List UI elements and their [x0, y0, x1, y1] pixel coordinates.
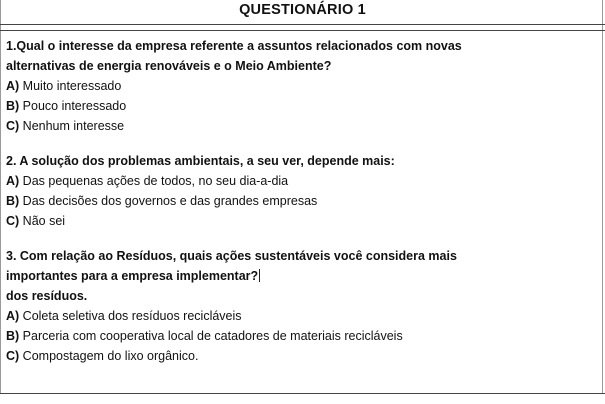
header-divider — [0, 30, 605, 31]
question-3-text-line-2[interactable] — [6, 266, 596, 286]
question-3-text-line-1: 3. Com relação ao Resíduos, quais ações sustentáveis você considera mais — [6, 249, 457, 263]
spacer — [6, 136, 596, 151]
option-text: Coleta seletiva dos resíduos recicláveis — [19, 309, 242, 323]
question-3-option-c — [6, 346, 596, 366]
question-1-text-line-2: alternativas de energia renováveis e o Meio Ambiente? — [6, 59, 332, 73]
option-letter: A) — [6, 174, 20, 188]
option-letter: C) — [6, 214, 20, 228]
option-letter: B) — [6, 329, 20, 343]
option-letter: B) — [6, 99, 20, 113]
questionnaire-body — [6, 36, 596, 366]
bottom-divider — [0, 393, 605, 394]
page-title: QUESTIONÁRIO 1 — [239, 2, 366, 18]
question-3 — [6, 246, 596, 366]
question-1-option-b — [6, 96, 596, 116]
option-text: Não sei — [19, 214, 66, 228]
option-letter: A) — [6, 79, 20, 93]
option-text: Nenhum interesse — [19, 119, 125, 133]
option-text: Das pequenas ações de todos, no seu dia-a-dia — [19, 174, 289, 188]
title-bar — [0, 0, 605, 25]
question-1-text-line-1: 1.Qual o interesse da empresa referente a assuntos relacionados com novas — [6, 39, 462, 53]
option-letter: B) — [6, 194, 20, 208]
question-2-text-line-1: 2. A solução dos problemas ambientais, a seu ver, depende mais: — [6, 154, 395, 168]
text-cursor — [259, 269, 260, 282]
option-text: Das decisões dos governos e das grandes empresas — [19, 194, 318, 208]
option-text: Pouco interessado — [19, 99, 127, 113]
option-letter: A) — [6, 309, 20, 323]
question-1-option-c — [6, 116, 596, 136]
question-2-option-c — [6, 211, 596, 231]
question-1 — [6, 36, 596, 136]
question-2-option-b — [6, 191, 596, 211]
option-text: Parceria com cooperativa local de catadores de materiais recicláveis — [19, 329, 403, 343]
question-2 — [6, 151, 596, 231]
question-2-option-a — [6, 171, 596, 191]
option-text: Compostagem do lixo orgânico. — [19, 349, 199, 363]
option-text: Muito interessado — [19, 79, 122, 93]
question-3-text-line-3: dos resíduos. — [6, 289, 88, 303]
question-3-text-line-2-text: importantes para a empresa implementar? — [6, 269, 259, 283]
question-3-option-b — [6, 326, 596, 346]
question-1-option-a — [6, 76, 596, 96]
spacer — [6, 231, 596, 246]
option-letter: C) — [6, 349, 20, 363]
question-3-option-a — [6, 306, 596, 326]
option-letter: C) — [6, 119, 20, 133]
